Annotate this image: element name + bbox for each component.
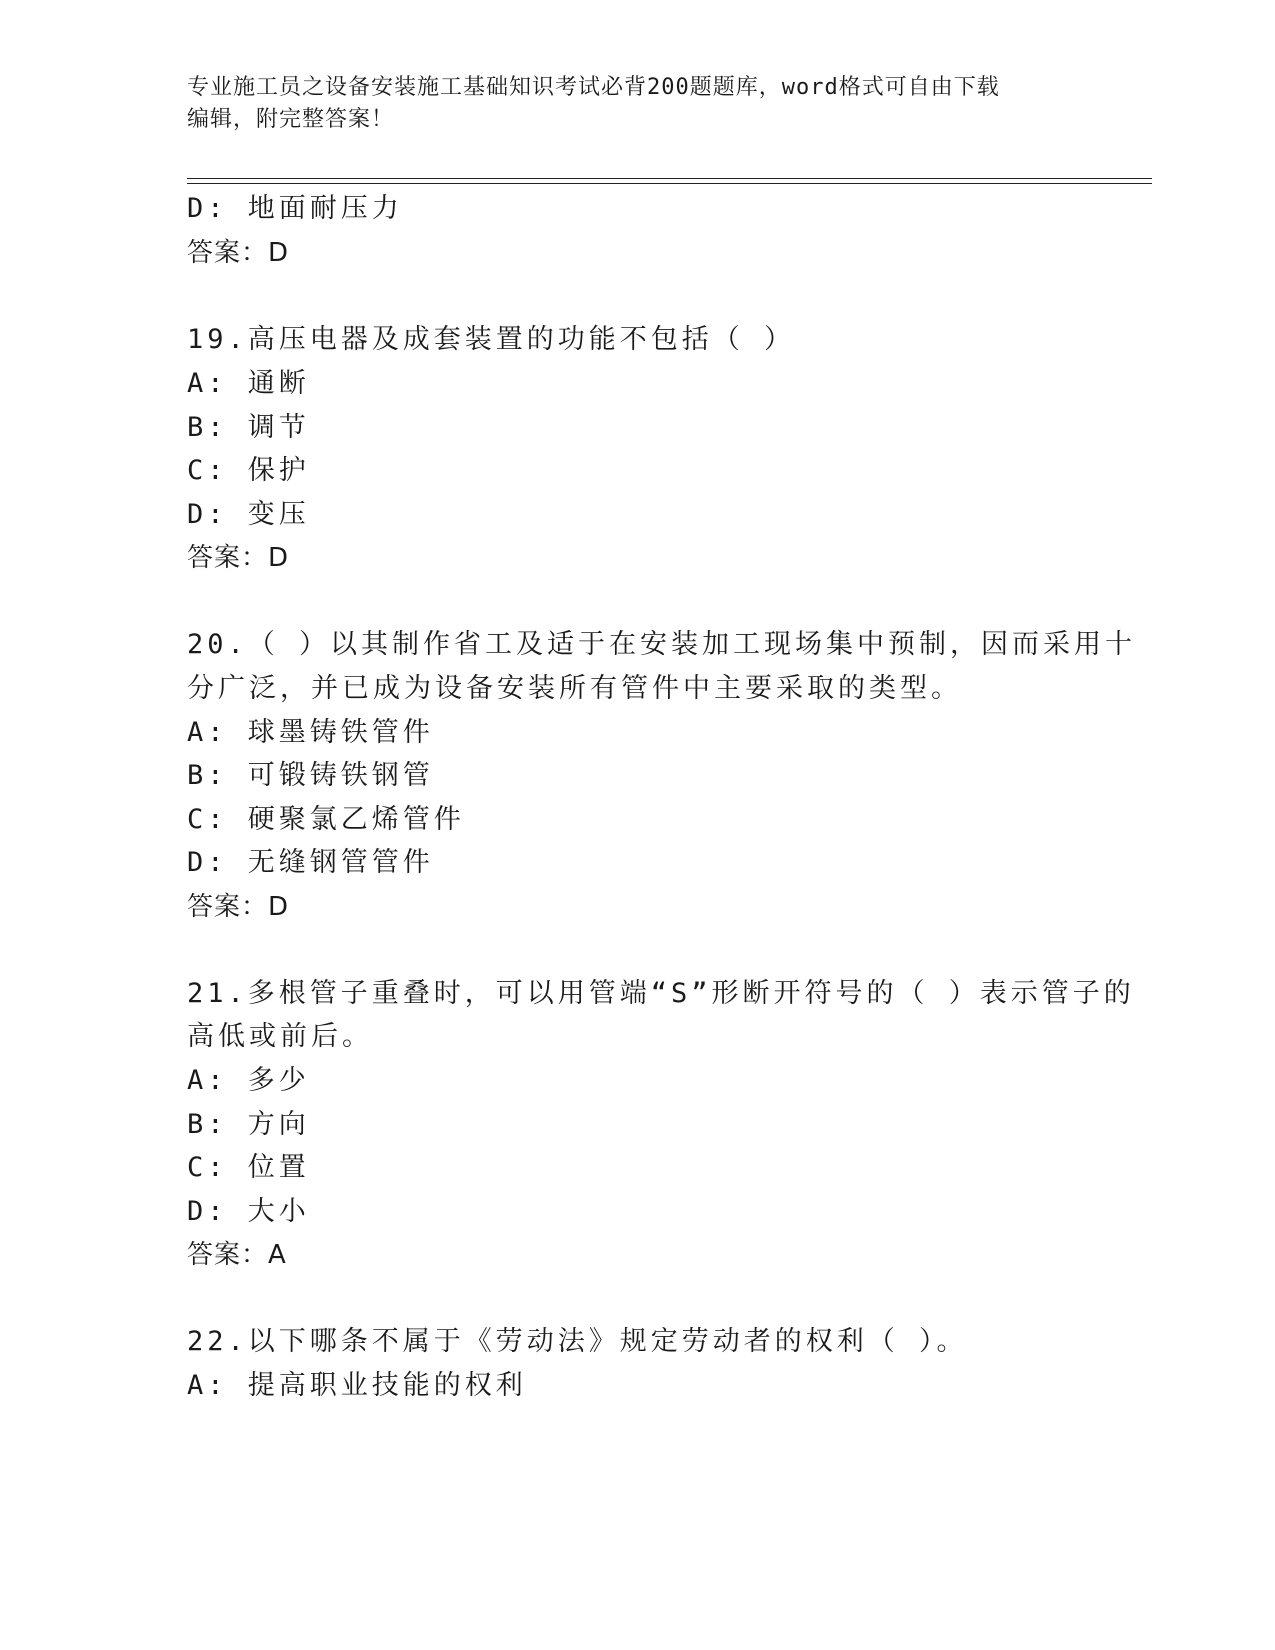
q19-question: 19.高压电器及成套装置的功能不包括（ ） [187, 324, 796, 355]
q20-option-d: D: 无缝钢管管件 [187, 847, 434, 878]
q22-option-a: A: 提高职业技能的权利 [187, 1370, 527, 1401]
q19-option-b: B: 调节 [187, 412, 310, 443]
q21-option-b: B: 方向 [187, 1109, 310, 1140]
q19-option-d: D: 变压 [187, 499, 310, 530]
q21-question-line-2: 高低或前后。 [187, 1021, 373, 1052]
q21-option-d: D: 大小 [187, 1196, 310, 1227]
q21-answer: 答案：A [187, 1240, 287, 1270]
q19-answer: 答案：D [187, 543, 290, 573]
q20-option-b: B: 可锻铸铁钢管 [187, 760, 434, 791]
prev-option-d: D: 地面耐压力 [187, 193, 403, 224]
q21-question-line-1: 21.多根管子重叠时，可以用管端“S”形断开符号的（ ）表示管子的 [187, 978, 1135, 1009]
q21-option-c: C: 位置 [187, 1152, 310, 1183]
document-header [187, 72, 1087, 136]
q20-option-c: C: 硬聚氯乙烯管件 [187, 804, 465, 835]
q22-question: 22.以下哪条不属于《劳动法》规定劳动者的权利（ ）。 [187, 1326, 968, 1357]
prev-answer: 答案：D [187, 238, 290, 268]
q20-question-line-1: 20.（ ）以其制作省工及适于在安装加工现场集中预制，因而采用十 [187, 629, 1137, 660]
q20-option-a: A: 球墨铸铁管件 [187, 717, 434, 748]
header-divider-bottom [187, 183, 1152, 184]
header-line-2: 编辑，附完整答案！ [187, 107, 395, 132]
q21-option-a: A: 多少 [187, 1065, 310, 1096]
header-line-1: 专业施工员之设备安装施工基础知识考试必背200题题库，word格式可自由下载 [187, 75, 1000, 100]
q19-option-c: C: 保护 [187, 455, 310, 486]
q19-option-a: A: 通断 [187, 368, 310, 399]
q20-answer: 答案：D [187, 892, 290, 922]
header-divider-top [187, 178, 1152, 179]
q20-question-line-2: 分广泛，并已成为设备安装所有管件中主要采取的类型。 [187, 673, 962, 704]
